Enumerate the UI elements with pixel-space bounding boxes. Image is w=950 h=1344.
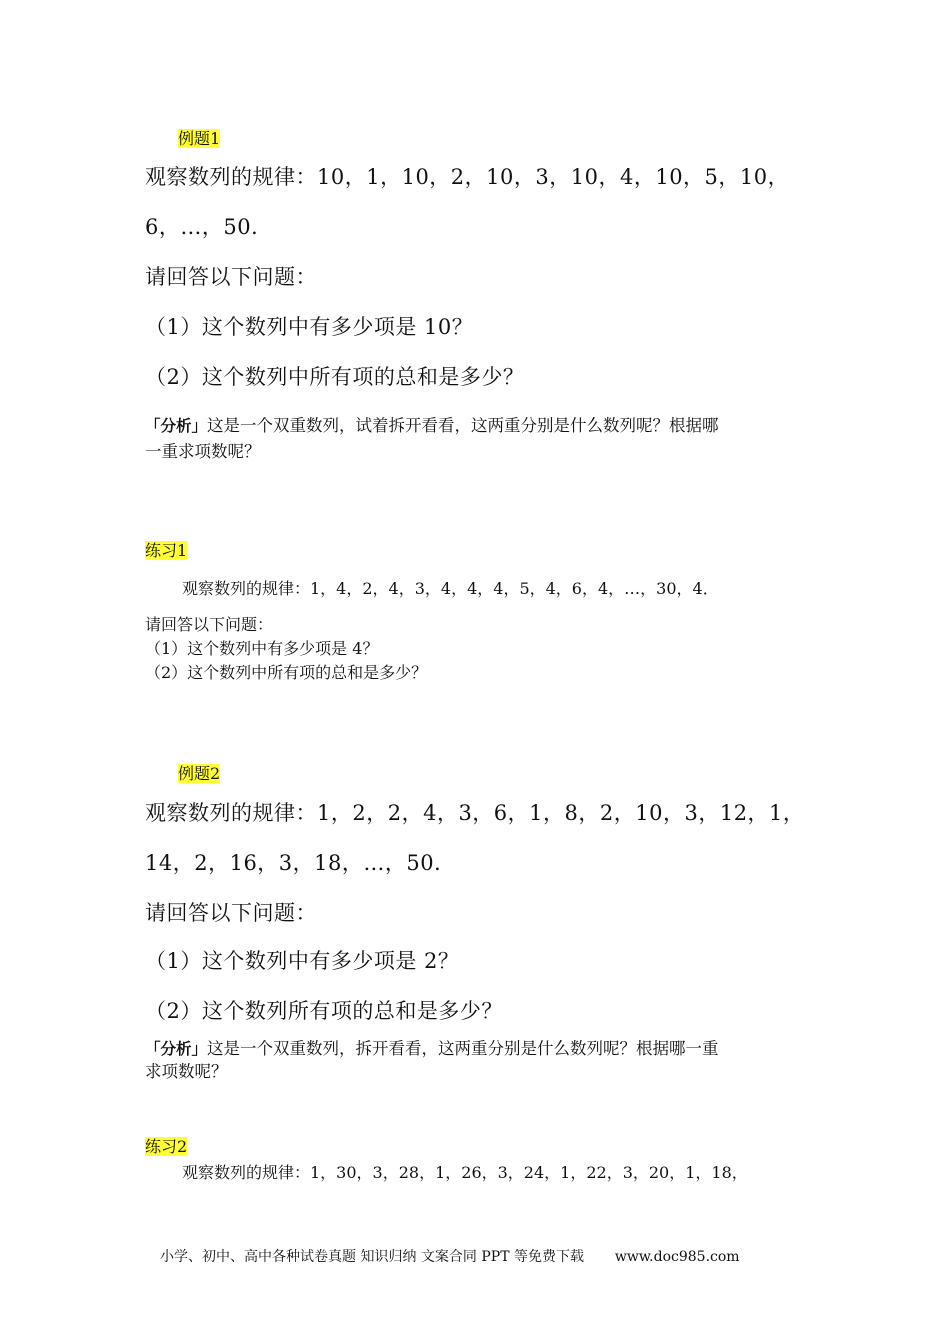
example-1-question-2: （2）这个数列中所有项的总和是多少？ <box>145 365 525 389</box>
practice-1-sequence: 观察数列的规律：1，4，2，4，3，4，4，4，5，4，6，4，…，30，4． <box>182 579 719 598</box>
practice-number: 1 <box>177 541 188 560</box>
practice-number: 2 <box>177 1137 188 1156</box>
example-number: 1 <box>210 129 221 148</box>
footer <box>160 1246 740 1266</box>
analysis-text: 这是一个双重数列，拆开看看，这两重分别是什么数列呢？根据哪一重 <box>207 1039 719 1058</box>
practice-label: 练习 <box>145 1137 178 1156</box>
analysis-label: 「分析」 <box>145 417 208 435</box>
example-2-sequence-line-1: 观察数列的规律：1，2，2，4，3，6，1，8，2，10，3，12，1， <box>145 801 805 825</box>
example-2-heading <box>178 761 220 784</box>
example-number: 2 <box>210 764 221 783</box>
example-label: 例题 <box>178 764 211 783</box>
example-1-sequence-line-1: 观察数列的规律：10，1，10，2，10，3，10，4，10，5，10， <box>145 165 790 189</box>
analysis-label: 「分析」 <box>145 1040 208 1058</box>
example-2-question-1: （1）这个数列中有多少项是 2？ <box>145 949 460 973</box>
practice-2-sequence: 观察数列的规律：1，30，3，28，1，26，3，24，1，22，3，20，1，18， <box>182 1163 748 1182</box>
practice-1-heading <box>145 538 187 561</box>
example-1-heading <box>178 126 220 149</box>
example-1-question-1: （1）这个数列中有多少项是 10？ <box>145 315 474 339</box>
example-1-prompt: 请回答以下问题： <box>145 265 317 289</box>
practice-label: 练习 <box>145 541 178 560</box>
example-2-prompt: 请回答以下问题： <box>145 901 317 925</box>
example-2-analysis-line-2: 求项数呢？ <box>145 1062 228 1081</box>
example-1-analysis-line-1 <box>145 412 719 436</box>
practice-1-question-1: （1）这个数列中有多少项是 4？ <box>145 639 379 658</box>
footer-url-link[interactable]: www.doc985.com <box>614 1249 740 1265</box>
example-2-question-2: （2）这个数列所有项的总和是多少？ <box>145 999 503 1023</box>
analysis-text: 这是一个双重数列，试着拆开看看，这两重分别是什么数列呢？根据哪 <box>207 416 719 435</box>
example-2-sequence-line-2: 14，2，16，3，18，…，50． <box>145 851 456 875</box>
example-2-analysis-line-1 <box>145 1035 719 1059</box>
practice-2-heading <box>145 1134 187 1157</box>
practice-1-question-2: （2）这个数列中所有项的总和是多少？ <box>145 663 428 682</box>
footer-text: 小学、初中、高中各种试卷真题 知识归纳 文案合同 PPT 等免费下载 <box>160 1249 584 1265</box>
example-1-sequence-line-2: 6，…，50． <box>145 215 273 239</box>
example-label: 例题 <box>178 129 211 148</box>
practice-1-prompt: 请回答以下问题： <box>145 615 274 634</box>
example-1-analysis-line-2: 一重求项数呢？ <box>145 442 261 461</box>
